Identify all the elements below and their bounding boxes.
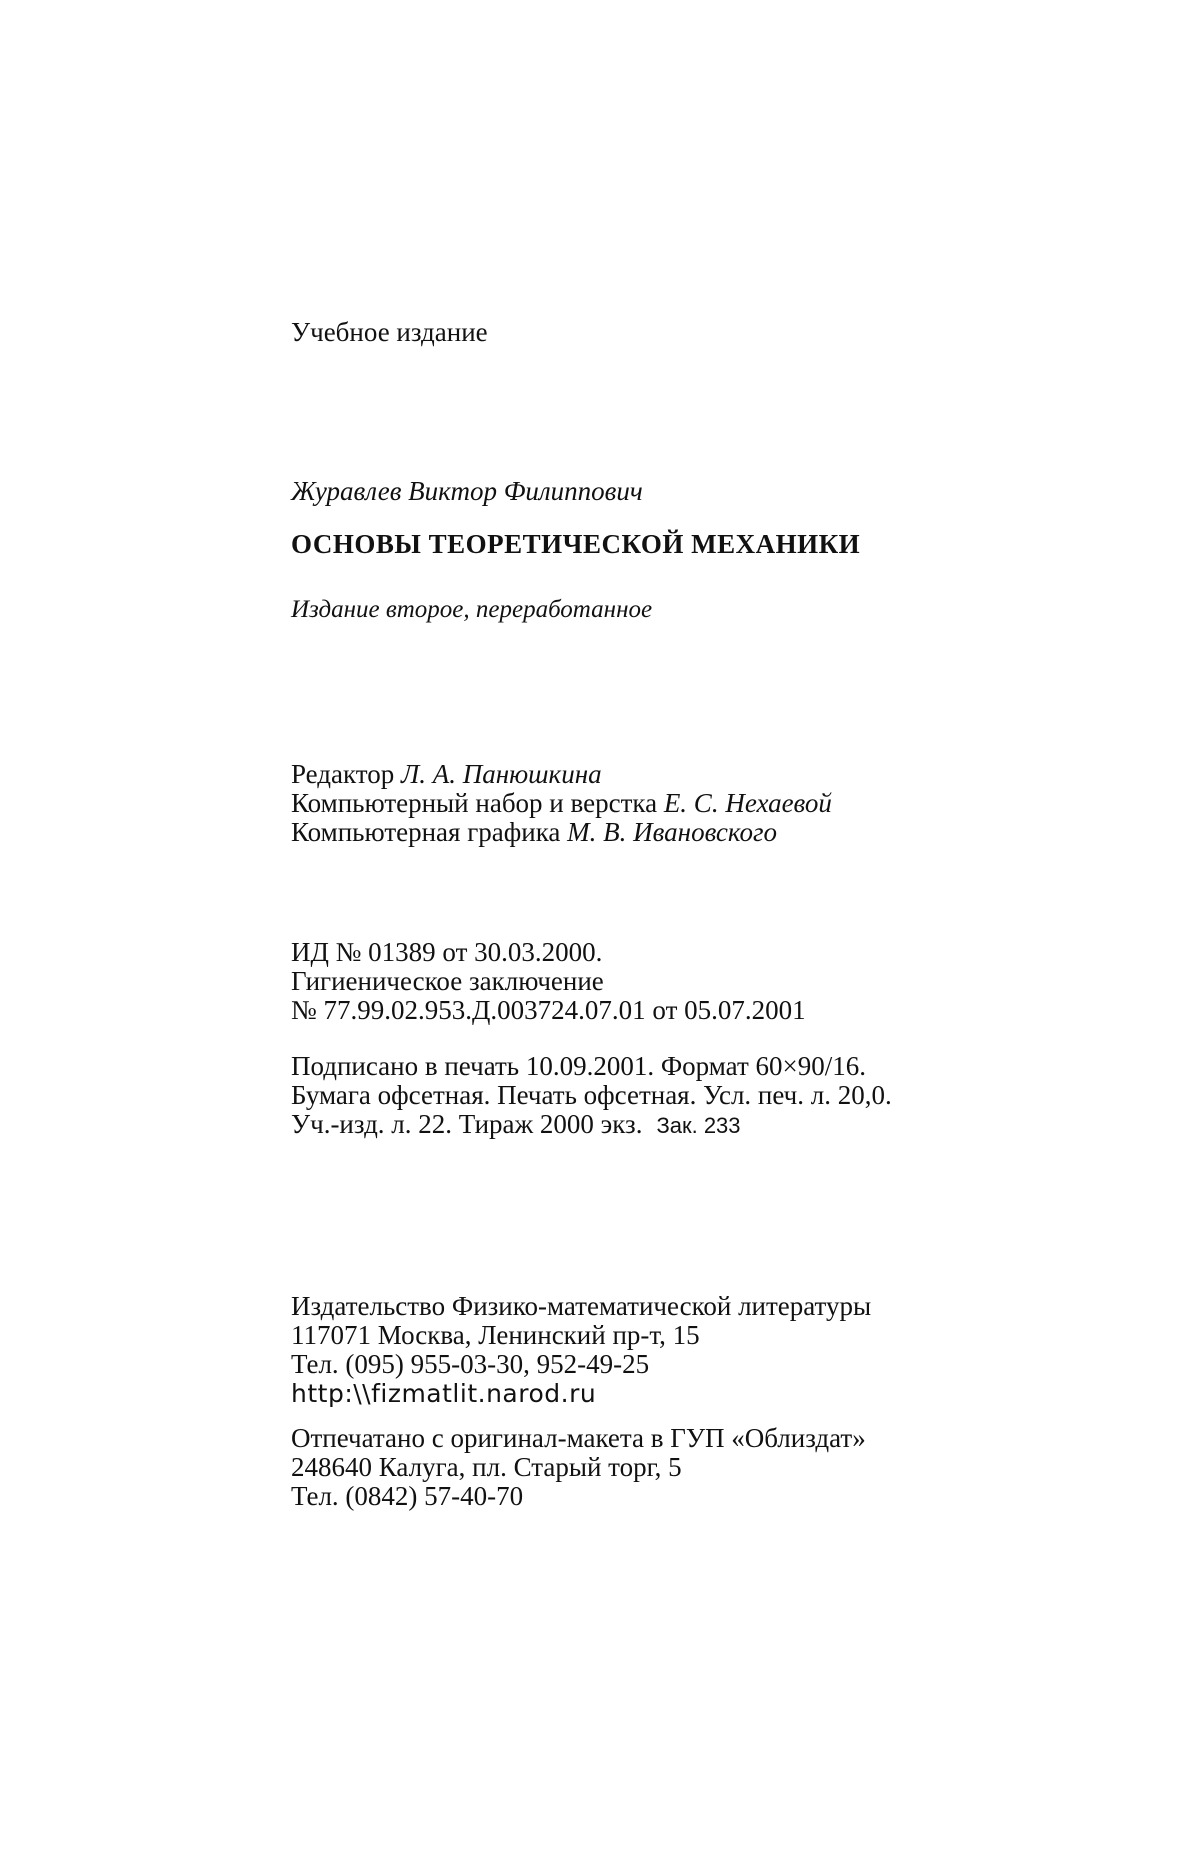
publisher-url: http:\\fizmatlit.narod.ru [291, 1379, 597, 1408]
print-run [291, 1110, 1051, 1140]
editor-name: Л. А. Панюшкина [400, 759, 602, 789]
publisher-address: 117071 Москва, Ленинский пр-т, 15 [291, 1320, 700, 1350]
printer-name: Отпечатано с оригинал-макета в ГУП «Облиздат» [291, 1423, 866, 1453]
graphics-label: Компьютерная графика [291, 817, 561, 847]
author-block [291, 477, 1051, 506]
printer-phone: Тел. (0842) 57-40-70 [291, 1481, 524, 1511]
hygiene-conclusion: Гигиеническое заключение [291, 966, 604, 996]
print-info-block [291, 1052, 1051, 1140]
publisher-phone: Тел. (095) 955-03-30, 952-49-25 [291, 1349, 650, 1379]
print-run-text: Уч.-изд. л. 22. Тираж 2000 экз. [291, 1109, 643, 1139]
registration-block [291, 938, 1051, 1025]
edition-note: Издание второе, переработанное [291, 596, 653, 623]
edition-note-block [291, 595, 1051, 624]
registration-id: ИД № 01389 от 30.03.2000. [291, 937, 603, 967]
typesetting-name: Е. С. Нехаевой [663, 788, 832, 818]
credit-graphics [291, 818, 1051, 847]
edition-type: Учебное издание [291, 317, 488, 347]
hygiene-number: № 77.99.02.953.Д.003724.07.01 от 05.07.2001 [291, 995, 806, 1025]
publisher-block [291, 1292, 1051, 1408]
credit-editor [291, 760, 1051, 789]
graphics-name: М. В. Ивановского [567, 817, 778, 847]
credits-block [291, 760, 1051, 847]
author-name: Журавлев Виктор Филиппович [291, 476, 643, 506]
publisher-name: Издательство Физико-математической литературы [291, 1291, 872, 1321]
printer-address: 248640 Калуга, пл. Старый торг, 5 [291, 1452, 682, 1482]
print-signed: Подписано в печать 10.09.2001. Формат 60×90/16. [291, 1051, 866, 1081]
editor-label: Редактор [291, 759, 395, 789]
order-number: Зак. 233 [656, 1113, 741, 1138]
edition-type-block [291, 318, 1051, 347]
title-block [291, 530, 1051, 559]
printer-block [291, 1424, 1051, 1511]
credit-typesetting [291, 789, 1051, 818]
book-title: ОСНОВЫ ТЕОРЕТИЧЕСКОЙ МЕХАНИКИ [291, 529, 861, 559]
print-paper: Бумага офсетная. Печать офсетная. Усл. печ. л. 20,0. [291, 1080, 892, 1110]
typesetting-label: Компьютерный набор и верстка [291, 788, 658, 818]
